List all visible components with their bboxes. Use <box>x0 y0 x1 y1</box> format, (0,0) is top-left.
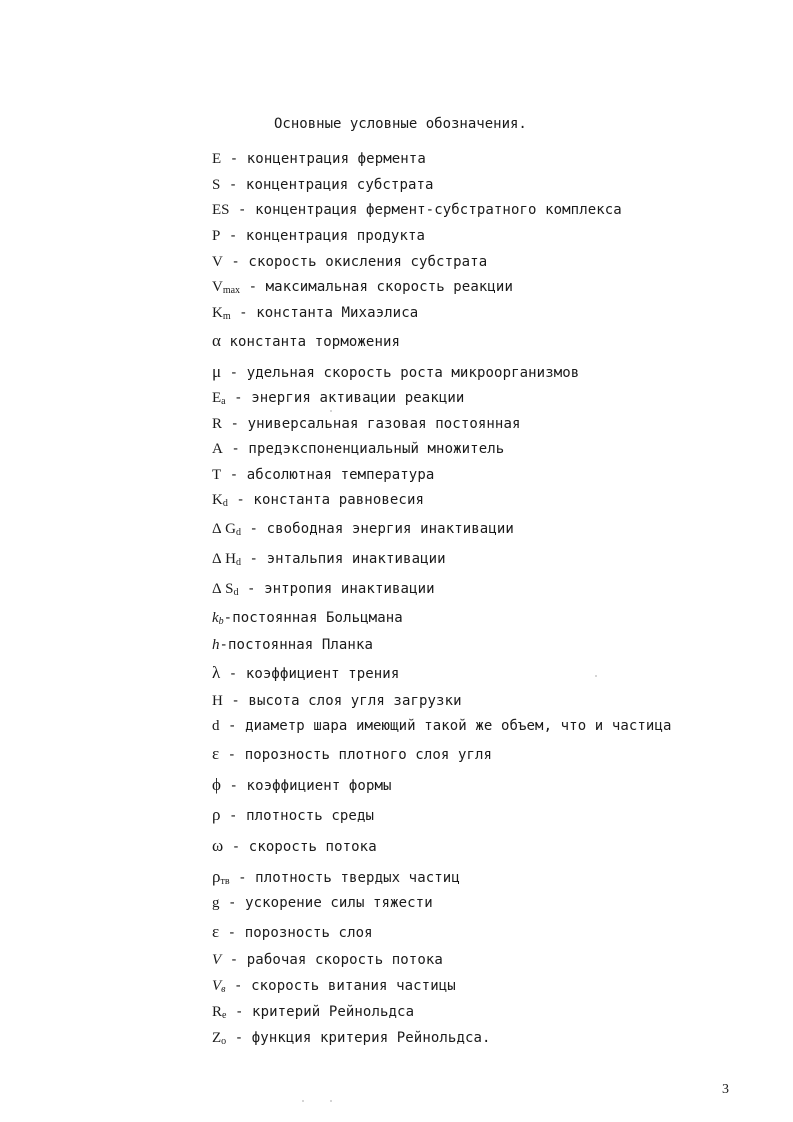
notation-description: - универсальная газовая постоянная <box>222 416 521 432</box>
delta-symbol: Δ <box>212 551 222 567</box>
notation-subscript: d <box>236 557 241 568</box>
notation-symbol: α <box>212 331 221 350</box>
notation-entry <box>212 332 400 352</box>
notation-symbol: ε <box>212 922 220 941</box>
notation-symbol: $\rho_{тв}$ <box>212 867 230 887</box>
page-title: Основные условные обозначения. <box>274 116 527 132</box>
notation-symbol: ω <box>212 836 224 855</box>
notation-description: - скорость потока <box>223 839 377 855</box>
notation-subscript: e <box>222 1010 227 1021</box>
notation-description: - концентрация фермент-субстратного комплекса <box>229 202 622 218</box>
notation-entry <box>212 692 462 711</box>
notation-description: - высота слоя угля загрузки <box>222 693 462 709</box>
notation-subscript: d <box>233 587 239 598</box>
notation-description: - коэффициент трения <box>220 666 400 682</box>
notation-subscript: d <box>236 527 241 538</box>
notation-symbol: P <box>212 228 221 244</box>
notation-entry <box>212 1029 491 1048</box>
notation-symbol: V <box>212 254 223 270</box>
notation-symbol: ε <box>212 744 220 763</box>
page-number: 3 <box>722 1082 729 1097</box>
notation-description: - энтропия инактивации <box>238 581 435 597</box>
notation-description: -постоянная Больцмана <box>223 610 403 626</box>
notation-entry <box>212 415 521 434</box>
notation-subscript: o <box>221 1036 227 1047</box>
notation-symbol: λ <box>212 663 221 682</box>
notation-description: - рабочая скорость потока <box>221 952 443 968</box>
notation-description: константа торможения <box>220 334 401 350</box>
notation-symbol: V <box>212 952 222 968</box>
scan-speck <box>330 1100 332 1102</box>
notation-entry <box>212 868 460 888</box>
notation-entry <box>212 894 433 913</box>
notation-entry <box>212 609 403 628</box>
notation-entry <box>212 636 373 655</box>
scan-speck <box>595 675 597 677</box>
notation-description: - энтальпия инактивации <box>241 551 446 567</box>
notation-entry <box>212 520 514 539</box>
notation-entry <box>212 440 504 459</box>
notation-symbol: $H_d$ <box>225 551 241 568</box>
notation-entry <box>212 837 377 857</box>
notation-description: - скорость окисления субстрата <box>222 254 488 270</box>
notation-symbol: g <box>212 895 220 911</box>
notation-subscript: в <box>221 984 226 995</box>
notation-description: - критерий Рейнольдса <box>226 1004 415 1020</box>
notation-symbol: E <box>212 151 222 167</box>
notation-entry <box>212 389 464 408</box>
notation-entry <box>212 745 492 765</box>
notation-description: - порозность слоя <box>219 925 373 941</box>
notation-entry <box>212 227 425 246</box>
notation-entry <box>212 951 443 970</box>
notation-description: - максимальная скорость реакции <box>240 279 513 295</box>
notation-symbol: $V_{max}$ <box>212 279 241 296</box>
notation-symbol: μ <box>212 362 222 381</box>
notation-symbol: T <box>212 467 222 483</box>
notation-description: - концентрация субстрата <box>220 177 434 193</box>
notation-symbol: ϕ <box>212 775 221 794</box>
notation-description: - плотность среды <box>220 808 375 824</box>
notation-entry <box>212 253 487 272</box>
notation-subscript: d <box>222 498 228 509</box>
notation-entry <box>212 717 672 736</box>
notation-subscript: max <box>222 285 241 296</box>
notation-symbol: $Z_o$ <box>212 1030 227 1047</box>
notation-symbol: $k_b$ <box>212 610 224 627</box>
notation-entry <box>212 491 424 510</box>
notation-entry <box>212 363 579 383</box>
notation-entry <box>212 664 399 684</box>
notation-description: - плотность твердых частиц <box>229 870 460 886</box>
notation-symbol: h <box>212 637 220 653</box>
notation-symbol: $V_в$ <box>212 978 226 995</box>
notation-symbol: $E_a$ <box>212 390 226 407</box>
notation-symbol: ES <box>212 202 230 218</box>
notation-subscript: a <box>221 396 226 407</box>
notation-symbol: $G_d$ <box>225 521 241 538</box>
notation-description: - константа равновесия <box>227 492 425 508</box>
notation-symbol: $R_e$ <box>212 1004 227 1021</box>
notation-entry <box>212 776 392 796</box>
delta-symbol: Δ <box>212 581 222 597</box>
notation-entry <box>212 806 374 826</box>
notation-description: - энергия активации реакции <box>225 390 465 406</box>
notation-description: - диаметр шара имеющий такой же объем, что и частица <box>219 718 672 734</box>
notation-description: - функция критерия Рейнольдса. <box>226 1030 491 1046</box>
notation-entry <box>212 1003 414 1022</box>
notation-description: - коэффициент формы <box>220 778 392 794</box>
notation-entry <box>212 580 435 599</box>
notation-subscript: b <box>218 616 224 627</box>
notation-description: - концентрация продукта <box>220 228 426 244</box>
notation-description: - скорость витания частицы <box>225 978 456 994</box>
notation-entry <box>212 176 434 195</box>
notation-description: -постоянная Планка <box>219 637 374 653</box>
notation-description: - константа Михаэлиса <box>230 305 419 321</box>
notation-symbol: $S_d$ <box>225 581 239 598</box>
notation-description: - предэкспоненциальный множитель <box>222 441 505 457</box>
notation-description: - абсолютная температура <box>221 467 435 483</box>
notation-description: - порозность плотного слоя угля <box>219 747 493 763</box>
notation-entry <box>212 466 434 485</box>
notation-symbol: S <box>212 177 221 193</box>
notation-symbol: d <box>212 718 220 734</box>
notation-symbol: R <box>212 416 223 432</box>
notation-symbol: ρ <box>212 805 221 824</box>
notation-entry <box>212 201 622 220</box>
notation-description: - концентрация фермента <box>221 151 426 167</box>
notation-entry <box>212 550 446 569</box>
notation-symbol: H <box>212 693 223 709</box>
delta-symbol: Δ <box>212 521 222 537</box>
notation-symbol: $K_d$ <box>212 492 228 509</box>
notation-entry <box>212 150 426 169</box>
notation-description: - свободная энергия инактивации <box>241 521 514 537</box>
notation-description: - ускорение силы тяжести <box>219 895 433 911</box>
notation-entry <box>212 304 418 323</box>
notation-description: - удельная скорость роста микроорганизмов <box>221 365 580 381</box>
notation-symbol: A <box>212 441 223 457</box>
notation-symbol: $K_m$ <box>212 305 231 322</box>
notation-entry <box>212 977 456 996</box>
notation-entry <box>212 278 513 297</box>
scan-speck <box>302 1100 304 1102</box>
notation-subscript: m <box>222 311 231 322</box>
notation-subscript: тв <box>220 876 230 887</box>
notation-entry <box>212 923 373 943</box>
scan-speck <box>330 410 332 412</box>
